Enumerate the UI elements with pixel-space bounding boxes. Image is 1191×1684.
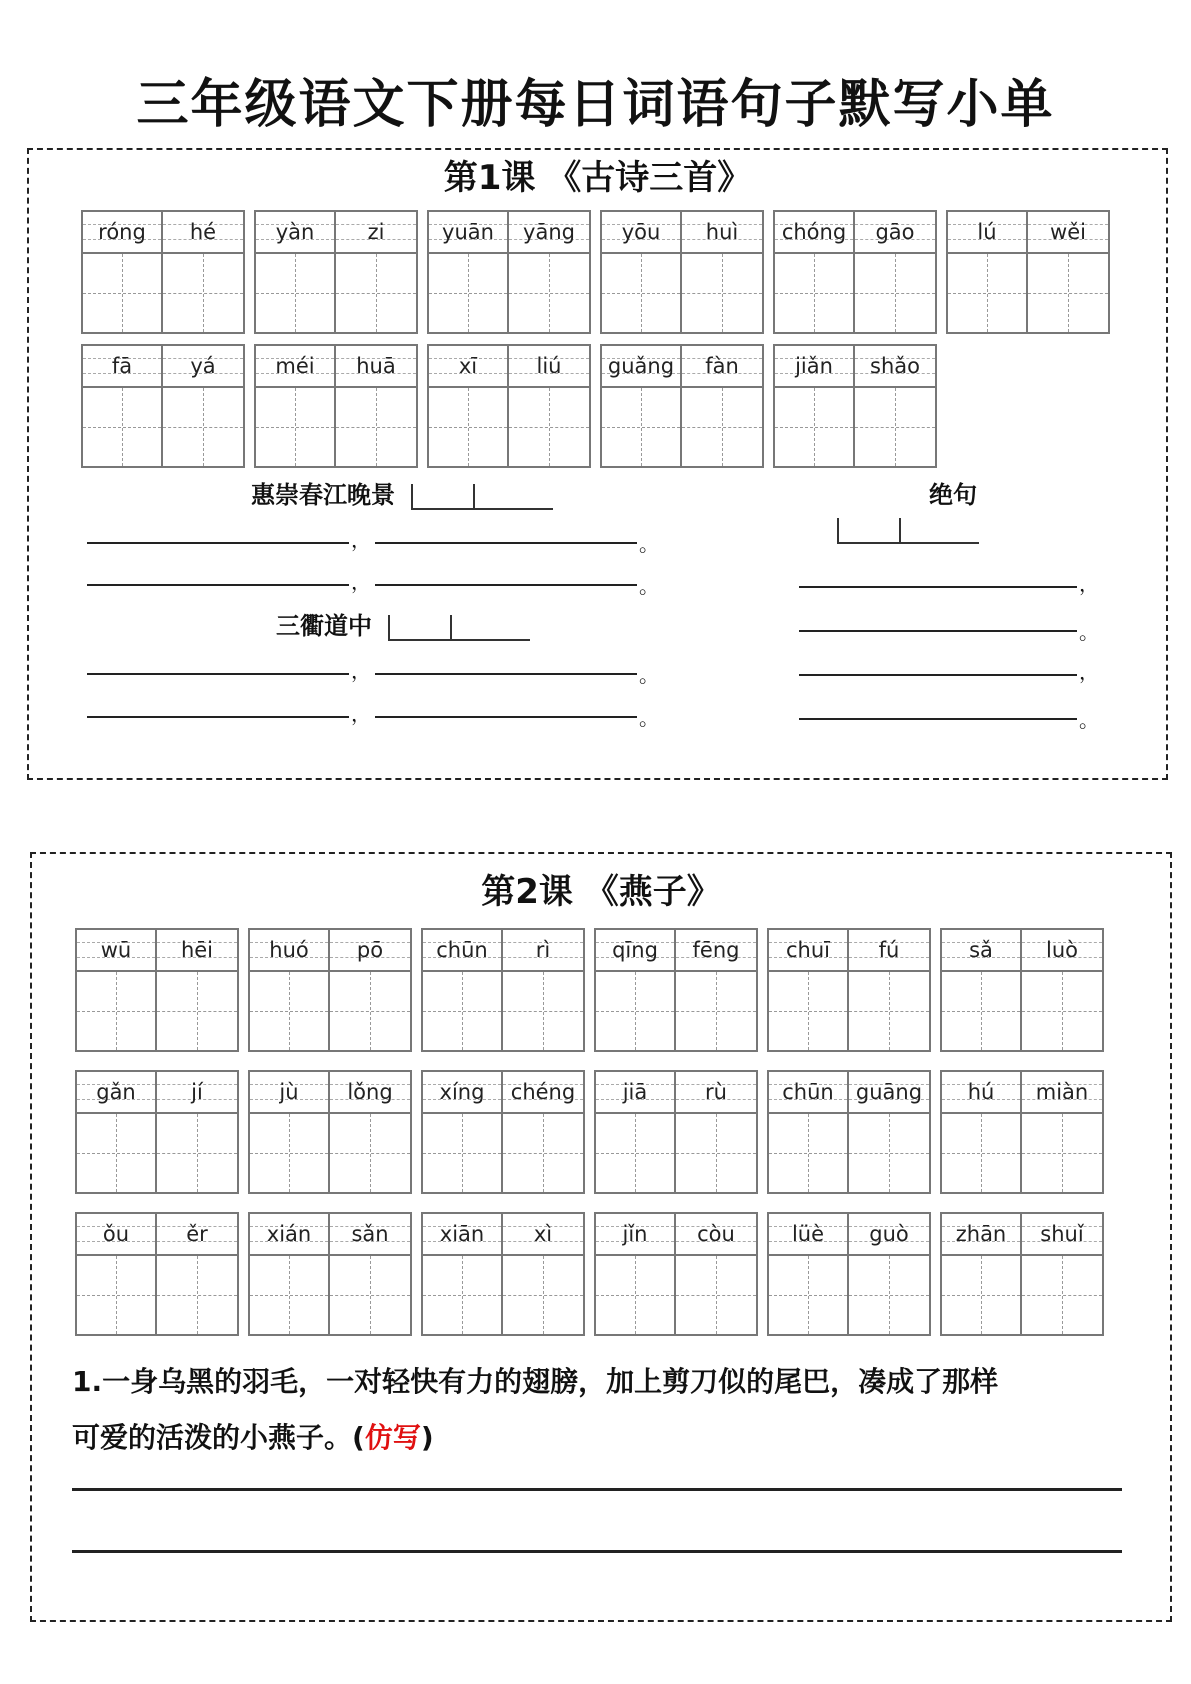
character-cell	[682, 346, 762, 466]
pinyin-label: wū	[77, 930, 155, 972]
tian-zi-ge-writing-box[interactable]	[676, 1256, 756, 1334]
word-box	[248, 1212, 412, 1336]
pinyin-label: xì	[503, 1214, 583, 1256]
pinyin-label: xiān	[423, 1214, 501, 1256]
tian-zi-ge-writing-box[interactable]	[602, 254, 680, 332]
tian-zi-ge-writing-box[interactable]	[942, 1114, 1020, 1192]
pinyin-label: còu	[676, 1214, 756, 1256]
pinyin-label: qīng	[596, 930, 674, 972]
tian-zi-ge-writing-box[interactable]	[83, 254, 161, 332]
tian-zi-ge-writing-box[interactable]	[596, 1114, 674, 1192]
pinyin-label: liú	[509, 346, 589, 388]
exercise-sentence: 1.一身乌黑的羽毛，一对轻快有力的翅膀，加上剪刀似的尾巴，凑成了那样 可爱的活泼的小燕子。(仿写)	[72, 1365, 999, 1454]
pinyin-label: shuǐ	[1022, 1214, 1102, 1256]
pinyin-label: zi	[336, 212, 416, 254]
answer-line[interactable]	[375, 584, 637, 586]
tian-zi-ge-writing-box[interactable]	[330, 1256, 410, 1334]
poem-title-sanqu: 三衢道中	[276, 606, 530, 641]
tian-zi-ge-writing-box[interactable]	[682, 388, 762, 466]
character-cell	[1022, 1214, 1102, 1334]
tian-zi-ge-writing-box[interactable]	[849, 1256, 929, 1334]
tian-zi-ge-writing-box[interactable]	[769, 1256, 847, 1334]
character-cell	[596, 930, 676, 1050]
character-cell	[602, 346, 682, 466]
tian-zi-ge-writing-box[interactable]	[330, 1114, 410, 1192]
pinyin-grid-row	[81, 344, 946, 468]
character-cell	[676, 1072, 756, 1192]
tian-zi-ge-writing-box[interactable]	[942, 972, 1020, 1050]
pinyin-label: méi	[256, 346, 334, 388]
character-cell	[682, 212, 762, 332]
character-cell	[1028, 212, 1108, 332]
pinyin-label: hé	[163, 212, 243, 254]
character-cell	[855, 346, 935, 466]
dynasty-blank[interactable]	[837, 518, 901, 544]
tian-zi-ge-writing-box[interactable]	[596, 972, 674, 1050]
writing-line[interactable]	[72, 1550, 1122, 1553]
character-cell	[942, 930, 1022, 1050]
pinyin-label: chóng	[775, 212, 853, 254]
word-box	[600, 344, 764, 468]
tian-zi-ge-writing-box[interactable]	[1022, 1114, 1102, 1192]
tian-zi-ge-writing-box[interactable]	[775, 388, 853, 466]
pinyin-label: yuān	[429, 212, 507, 254]
character-cell	[769, 930, 849, 1050]
character-cell	[1022, 1072, 1102, 1192]
pinyin-grid-row	[75, 1212, 1113, 1336]
pinyin-label: huā	[336, 346, 416, 388]
tian-zi-ge-writing-box[interactable]	[769, 972, 847, 1050]
word-box	[421, 928, 585, 1052]
poem-3-author	[837, 516, 979, 544]
pinyin-label: xián	[250, 1214, 328, 1256]
writing-line[interactable]	[72, 1488, 1122, 1491]
pinyin-label: wěi	[1028, 212, 1108, 254]
character-cell	[250, 1072, 330, 1192]
character-cell	[163, 212, 243, 332]
word-box	[767, 1070, 931, 1194]
word-box	[427, 344, 591, 468]
character-cell	[596, 1072, 676, 1192]
character-cell	[849, 1072, 929, 1192]
character-cell	[775, 346, 855, 466]
character-cell	[336, 346, 416, 466]
pinyin-label: sǎ	[942, 930, 1020, 972]
tian-zi-ge-writing-box[interactable]	[330, 972, 410, 1050]
tian-zi-ge-writing-box[interactable]	[157, 972, 237, 1050]
tian-zi-ge-writing-box[interactable]	[855, 388, 935, 466]
character-cell	[77, 1214, 157, 1334]
tian-zi-ge-writing-box[interactable]	[163, 254, 243, 332]
pinyin-label: lüè	[769, 1214, 847, 1256]
character-cell	[330, 1214, 410, 1334]
pinyin-label: fú	[849, 930, 929, 972]
tian-zi-ge-writing-box[interactable]	[509, 254, 589, 332]
character-cell	[849, 1214, 929, 1334]
tian-zi-ge-writing-box[interactable]	[157, 1114, 237, 1192]
tian-zi-ge-writing-box[interactable]	[83, 388, 161, 466]
tian-zi-ge-writing-box[interactable]	[423, 1114, 501, 1192]
character-cell	[676, 930, 756, 1050]
character-cell	[83, 346, 163, 466]
tian-zi-ge-writing-box[interactable]	[429, 388, 507, 466]
tian-zi-ge-writing-box[interactable]	[676, 972, 756, 1050]
pinyin-label: xíng	[423, 1072, 501, 1114]
answer-line[interactable]	[799, 718, 1077, 720]
answer-line[interactable]	[87, 673, 349, 675]
character-cell	[769, 1214, 849, 1334]
pinyin-label: guò	[849, 1214, 929, 1256]
tian-zi-ge-writing-box[interactable]	[942, 1256, 1020, 1334]
character-cell	[77, 1072, 157, 1192]
character-cell	[948, 212, 1028, 332]
character-cell	[509, 346, 589, 466]
author-blank[interactable]	[475, 482, 553, 510]
character-cell	[83, 212, 163, 332]
pinyin-label: sǎn	[330, 1214, 410, 1256]
pinyin-label: luò	[1022, 930, 1102, 972]
pinyin-label: chūn	[423, 930, 501, 972]
character-cell	[503, 930, 583, 1050]
character-cell	[1022, 930, 1102, 1050]
word-box	[600, 210, 764, 334]
tian-zi-ge-writing-box[interactable]	[596, 1256, 674, 1334]
character-cell	[509, 212, 589, 332]
word-box	[421, 1212, 585, 1336]
word-box	[75, 1212, 239, 1336]
character-cell	[769, 1072, 849, 1192]
tian-zi-ge-writing-box[interactable]	[676, 1114, 756, 1192]
pinyin-label: yàn	[256, 212, 334, 254]
poem-title-jueju: 绝句	[929, 481, 977, 509]
pinyin-label: jǐn	[596, 1214, 674, 1256]
character-cell	[157, 1214, 237, 1334]
pinyin-label: miàn	[1022, 1072, 1102, 1114]
lesson-2-section	[30, 852, 1172, 1622]
answer-line[interactable]	[375, 673, 637, 675]
word-box	[421, 1070, 585, 1194]
pinyin-label: chūn	[769, 1072, 847, 1114]
tian-zi-ge-writing-box[interactable]	[775, 254, 853, 332]
character-cell	[77, 930, 157, 1050]
character-cell	[676, 1214, 756, 1334]
word-box	[254, 210, 418, 334]
tian-zi-ge-writing-box[interactable]	[503, 1114, 583, 1192]
answer-line[interactable]	[799, 586, 1077, 588]
answer-line[interactable]	[87, 584, 349, 586]
pinyin-label: huì	[682, 212, 762, 254]
pinyin-label: guāng	[849, 1072, 929, 1114]
character-cell	[157, 1072, 237, 1192]
pinyin-grid-row	[81, 210, 1119, 334]
word-box	[940, 1212, 1104, 1336]
character-cell	[336, 212, 416, 332]
author-blank[interactable]	[452, 613, 530, 641]
tian-zi-ge-writing-box[interactable]	[336, 254, 416, 332]
pinyin-label: chuī	[769, 930, 847, 972]
tian-zi-ge-writing-box[interactable]	[250, 972, 328, 1050]
pinyin-label: ǒu	[77, 1214, 155, 1256]
tian-zi-ge-writing-box[interactable]	[503, 972, 583, 1050]
pinyin-label: jù	[250, 1072, 328, 1114]
character-cell	[503, 1214, 583, 1334]
lesson-1-title: 第1课 《古诗三首》	[443, 158, 752, 198]
character-cell	[250, 1214, 330, 1334]
pinyin-grid-row	[75, 1070, 1113, 1194]
tian-zi-ge-writing-box[interactable]	[423, 1256, 501, 1334]
tian-zi-ge-writing-box[interactable]	[77, 972, 155, 1050]
pinyin-label: hēi	[157, 930, 237, 972]
word-box	[594, 928, 758, 1052]
tian-zi-ge-writing-box[interactable]	[256, 254, 334, 332]
dynasty-blank[interactable]	[388, 615, 452, 641]
word-box	[594, 1070, 758, 1194]
tian-zi-ge-writing-box[interactable]	[256, 388, 334, 466]
character-cell	[423, 930, 503, 1050]
pinyin-label: jiā	[596, 1072, 674, 1114]
answer-line[interactable]	[799, 630, 1077, 632]
tian-zi-ge-writing-box[interactable]	[250, 1114, 328, 1192]
word-box	[254, 344, 418, 468]
pinyin-label: yá	[163, 346, 243, 388]
tian-zi-ge-writing-box[interactable]	[602, 388, 680, 466]
instruction-imitate: 仿写	[364, 1421, 421, 1454]
worksheet-title: 三年级语文下册每日词语句子默写小单	[136, 75, 1055, 135]
tian-zi-ge-writing-box[interactable]	[336, 388, 416, 466]
character-cell	[429, 212, 509, 332]
tian-zi-ge-writing-box[interactable]	[682, 254, 762, 332]
answer-line[interactable]	[87, 716, 349, 718]
character-cell	[602, 212, 682, 332]
pinyin-label: shǎo	[855, 346, 935, 388]
pinyin-label: rì	[503, 930, 583, 972]
tian-zi-ge-writing-box[interactable]	[1028, 254, 1108, 332]
answer-line[interactable]	[799, 674, 1077, 676]
character-cell	[503, 1072, 583, 1192]
word-box	[946, 210, 1110, 334]
character-cell	[163, 346, 243, 466]
word-box	[767, 928, 931, 1052]
word-box	[767, 1212, 931, 1336]
word-box	[248, 928, 412, 1052]
word-box	[773, 344, 937, 468]
pinyin-label: guǎng	[602, 346, 680, 388]
tian-zi-ge-writing-box[interactable]	[250, 1256, 328, 1334]
pinyin-label: ěr	[157, 1214, 237, 1256]
tian-zi-ge-writing-box[interactable]	[1022, 972, 1102, 1050]
word-box	[75, 1070, 239, 1194]
pinyin-label: fàn	[682, 346, 762, 388]
tian-zi-ge-writing-box[interactable]	[503, 1256, 583, 1334]
pinyin-label: gǎn	[77, 1072, 155, 1114]
tian-zi-ge-writing-box[interactable]	[423, 972, 501, 1050]
tian-zi-ge-writing-box[interactable]	[769, 1114, 847, 1192]
pinyin-label: yāng	[509, 212, 589, 254]
answer-line[interactable]	[375, 542, 637, 544]
author-blank[interactable]	[901, 516, 979, 544]
pinyin-label: lǒng	[330, 1072, 410, 1114]
word-box	[248, 1070, 412, 1194]
tian-zi-ge-writing-box[interactable]	[948, 254, 1026, 332]
word-box	[773, 210, 937, 334]
pinyin-label: pō	[330, 930, 410, 972]
character-cell	[157, 930, 237, 1050]
tian-zi-ge-writing-box[interactable]	[157, 1256, 237, 1334]
pinyin-label: lú	[948, 212, 1026, 254]
word-box	[81, 210, 245, 334]
pinyin-label: gāo	[855, 212, 935, 254]
word-box	[940, 1070, 1104, 1194]
pinyin-label: fēng	[676, 930, 756, 972]
character-cell	[256, 212, 336, 332]
character-cell	[330, 930, 410, 1050]
poem-title-huichong: 惠崇春江晚景	[251, 475, 553, 510]
pinyin-label: rù	[676, 1072, 756, 1114]
tian-zi-ge-writing-box[interactable]	[509, 388, 589, 466]
pinyin-label: jí	[157, 1072, 237, 1114]
pinyin-label: xī	[429, 346, 507, 388]
pinyin-label: jiǎn	[775, 346, 853, 388]
pinyin-label: zhān	[942, 1214, 1020, 1256]
character-cell	[942, 1072, 1022, 1192]
tian-zi-ge-writing-box[interactable]	[77, 1114, 155, 1192]
pinyin-label: huó	[250, 930, 328, 972]
tian-zi-ge-writing-box[interactable]	[77, 1256, 155, 1334]
answer-line[interactable]	[87, 542, 349, 544]
pinyin-grid-row	[75, 928, 1113, 1052]
character-cell	[423, 1214, 503, 1334]
tian-zi-ge-writing-box[interactable]	[849, 1114, 929, 1192]
character-cell	[596, 1214, 676, 1334]
word-box	[75, 928, 239, 1052]
tian-zi-ge-writing-box[interactable]	[849, 972, 929, 1050]
dynasty-blank[interactable]	[411, 484, 475, 510]
word-box	[940, 928, 1104, 1052]
character-cell	[256, 346, 336, 466]
character-cell	[849, 930, 929, 1050]
character-cell	[942, 1214, 1022, 1334]
character-cell	[250, 930, 330, 1050]
character-cell	[855, 212, 935, 332]
lesson-1-section: 第1课 《古诗三首》 róng hé yàn zi yuān yāng yōu huì chóng gāo lú wěi fā yá méi huā xī liú guǎng fàn jiǎn shǎo 惠崇春江晚景 ， 。 ， 。 三衢道中 ， 。 ， 。 绝句 ， 。 ， 。	[27, 148, 1168, 780]
tian-zi-ge-writing-box[interactable]	[163, 388, 243, 466]
pinyin-label: chéng	[503, 1072, 583, 1114]
tian-zi-ge-writing-box[interactable]	[855, 254, 935, 332]
pinyin-label: hú	[942, 1072, 1020, 1114]
lesson-2-title: 第2课 《燕子》	[481, 872, 721, 912]
character-cell	[423, 1072, 503, 1192]
answer-line[interactable]	[375, 716, 637, 718]
tian-zi-ge-writing-box[interactable]	[1022, 1256, 1102, 1334]
pinyin-label: fā	[83, 346, 161, 388]
character-cell	[775, 212, 855, 332]
pinyin-label: yōu	[602, 212, 680, 254]
pinyin-label: róng	[83, 212, 161, 254]
tian-zi-ge-writing-box[interactable]	[429, 254, 507, 332]
character-cell	[330, 1072, 410, 1192]
character-cell	[429, 346, 509, 466]
word-box	[81, 344, 245, 468]
word-box	[594, 1212, 758, 1336]
word-box	[427, 210, 591, 334]
